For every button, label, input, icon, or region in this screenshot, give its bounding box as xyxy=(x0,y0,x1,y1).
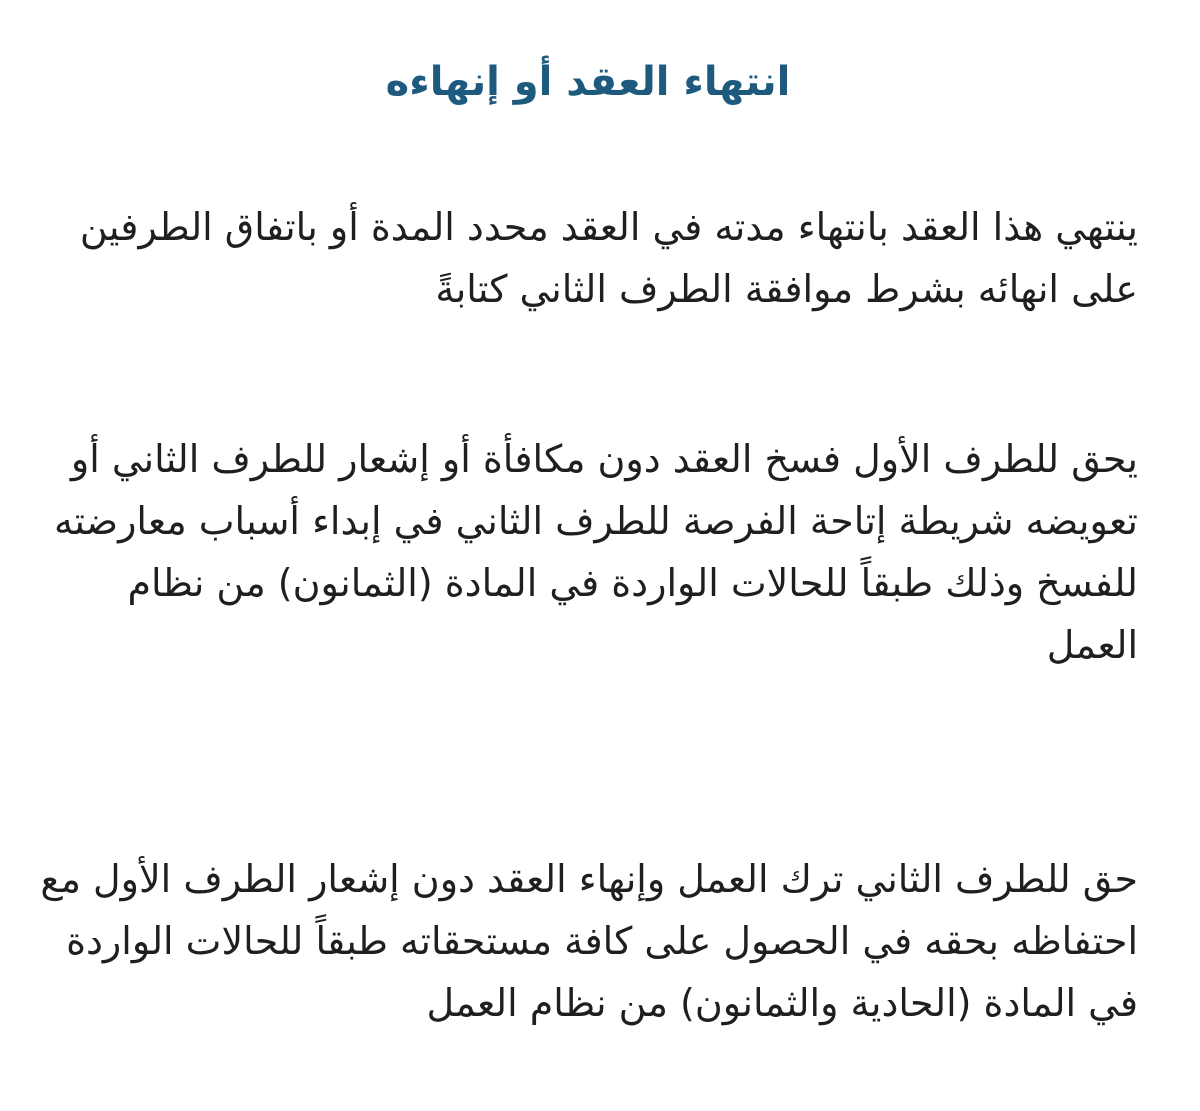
paragraph-second-party-termination: حق للطرف الثاني ترك العمل وإنهاء العقد دون إشعار الطرف الأول مع احتفاظه بحقه في الحصول على كافة مستحقاته طبقاً للحالات الواردة في المادة (الحادية والثمانون) من نظام العمل xyxy=(40,857,1138,1025)
page-title: انتهاء العقد أو إنهاءه xyxy=(385,59,791,105)
paragraph-contract-expiry: ينتهي هذا العقد بانتهاء مدته في العقد محدد المدة أو باتفاق الطرفين على انهائه بشرط موافقة الطرف الثاني كتابةً xyxy=(79,205,1138,311)
paragraph-first-party-termination: يحق للطرف الأول فسخ العقد دون مكافأة أو إشعار للطرف الثاني أو تعويضه شريطة إتاحة الفرصة للطرف الثاني في إبداء أسباب معارضته للفسخ وذلك طبقاً للحالات الواردة في المادة (الثمانون) من نظام العمل xyxy=(53,437,1138,667)
